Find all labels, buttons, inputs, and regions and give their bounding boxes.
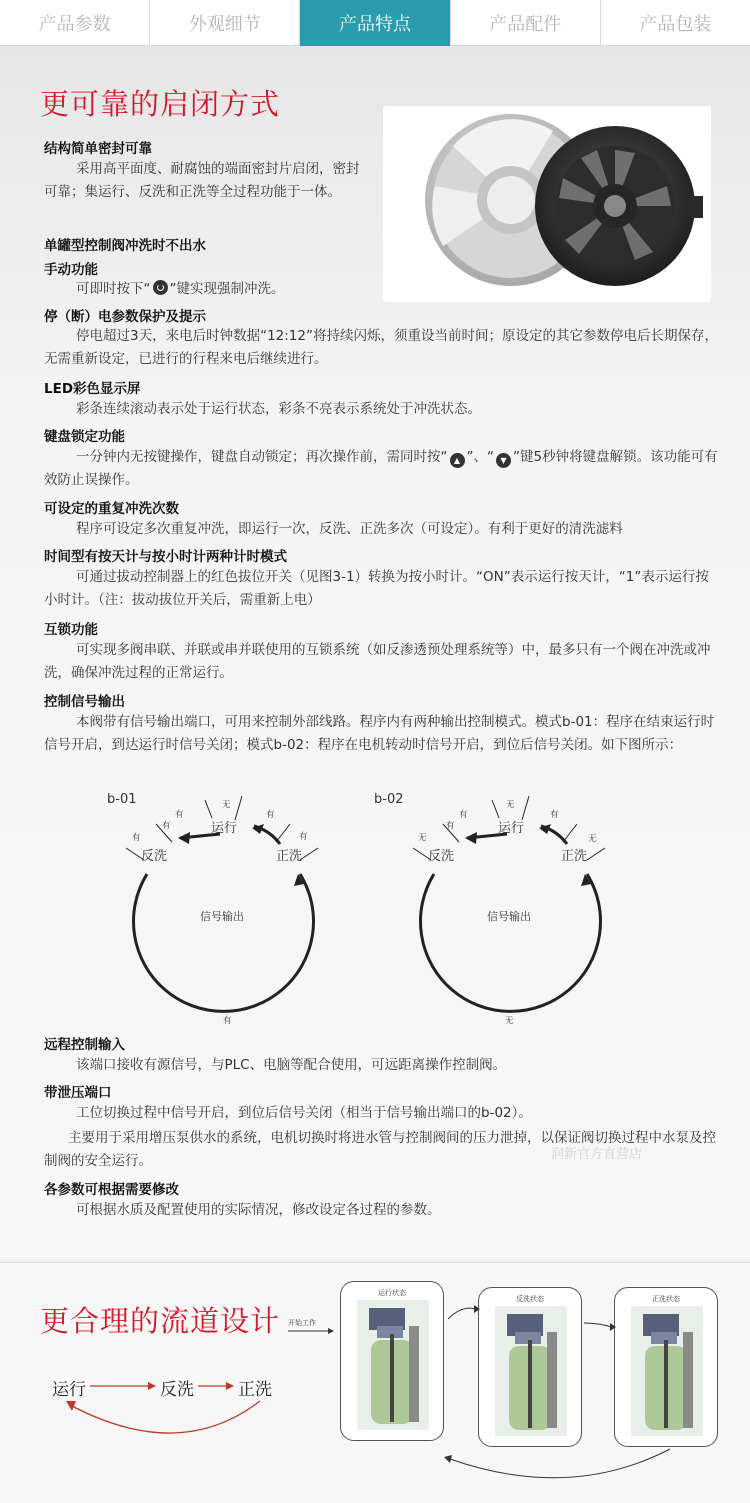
feature-body: 主要用于采用增压泵供水的系统，电机切换时将进水管与控制阀间的压力泄掉，以保证阀切换过程中水泵及控制阀的安全运行。 <box>44 1130 716 1169</box>
feature-heading: 单罐型控制阀冲洗时不出水 <box>44 238 206 254</box>
diagram-mode-label: b-01 <box>107 792 137 807</box>
tab-appearance[interactable]: 外观细节 <box>150 0 300 46</box>
flow-step-backwash: 反洗 <box>160 1380 194 1400</box>
feature-body: 可通过拔动控制器上的红色拔位开关（见图3-1）转换为按小时计。“ON”表示运行按天计，“1”表示运行按小时计。（注：拔动拔位开关后，需重新上电） <box>44 569 709 608</box>
signal-mark: 无 <box>222 800 231 810</box>
feature-heading: 各参数可根据需要修改 <box>44 1182 179 1198</box>
signal-mark: 有 <box>266 810 275 820</box>
feature-body: 程序可设定多次重复冲洗，即运行一次，反洗、正洗多次（可设定）。有利于更好的清洗滤料 <box>76 521 623 537</box>
flow-design-section <box>0 1262 750 1503</box>
state-cycle-arrows <box>340 1263 740 1503</box>
tab-features[interactable]: 产品特点 <box>300 0 450 46</box>
start-arrow <box>286 1327 336 1337</box>
tab-packaging[interactable]: 产品包装 <box>639 14 712 35</box>
store-watermark: 润新官方直营店 <box>551 1147 643 1162</box>
feature-heading: 互锁功能 <box>44 622 98 638</box>
signal-mark: 有 <box>132 833 141 843</box>
state-label: 运行状态 <box>378 1289 406 1297</box>
feature-body: 可实现多阀串联、并联或串并联使用的互锁系统（如反渗透预处理系统等）中，最多只有一个阀在冲洗或冲洗，确保冲洗过程的正常运行。 <box>44 642 711 681</box>
feature-heading: 时间型有按天计与按小时计两种计时模式 <box>44 549 287 565</box>
feature-body: 工位切换过程中信号开启，到位后信号关闭（相当于信号输出端口的b-02）。 <box>76 1105 532 1121</box>
feature-heading: LED彩色显示屏 <box>44 381 141 397</box>
section-title: 更合理的流道设计 <box>40 1304 281 1338</box>
feature-heading: 控制信号输出 <box>44 694 125 710</box>
signal-mark: 有 <box>223 1016 232 1026</box>
feature-heading: 带泄压端口 <box>44 1085 112 1101</box>
tab-accessories[interactable]: 产品配件 <box>451 0 601 46</box>
signal-mark: 有 <box>162 821 171 831</box>
feature-heading: 键盘锁定功能 <box>44 429 125 445</box>
run-label: 运行 <box>498 821 525 836</box>
flow-arrows <box>30 1363 330 1483</box>
signal-mark: 无 <box>505 1016 514 1026</box>
tab-bar <box>0 0 750 46</box>
feature-body: 该端口接收有源信号，与PLC、电脑等配合使用，可远距离操作控制阀。 <box>76 1057 507 1073</box>
start-work-label: 开始工作 <box>288 1319 316 1327</box>
feature-body: 可即时按下“ ”键实现强制冲洗。 <box>76 281 285 297</box>
signal-mark: 有 <box>459 810 468 820</box>
down-key-icon: ▼ <box>496 453 511 468</box>
feature-heading: 结构简单密封可靠 <box>44 141 152 157</box>
rinse-label: 正洗 <box>561 849 588 864</box>
feature-body: 本阀带有信号输出端口，可用来控制外部线路。程序内有两种输出控制模式。模式b-01：程序在结束运行时信号开启，到达运行时信号关闭；模式b-02：程序在电机转动时信号开启，到位后信号关闭。如下图所示： <box>44 714 715 753</box>
signal-output-label: 信号输出 <box>200 910 244 923</box>
tab-product-params[interactable]: 产品参数 <box>0 0 150 46</box>
signal-diagram-b02 <box>372 788 612 1028</box>
feature-body: 采用高平面度、耐腐蚀的端面密封片启闭，密封可靠；集运行、反洗和正洗等全过程功能于一体。 <box>44 161 360 200</box>
flow-step-rinse: 正洗 <box>238 1380 272 1400</box>
flush-key-icon <box>153 280 168 295</box>
run-label: 运行 <box>211 821 238 836</box>
up-key-icon: ▲ <box>450 453 465 468</box>
signal-mark: 有 <box>550 810 559 820</box>
valve-disc-photo <box>383 106 711 302</box>
rinse-label: 正洗 <box>276 849 303 864</box>
feature-body: 停电超过3天，来电后时钟数据“12:12”将持续闪烁，须重设当前时间；原设定的其它参数停电后长期保存，无需重新设定，已进行的行程来电后继续进行。 <box>44 328 718 367</box>
feature-heading: 停（断）电参数保护及提示 <box>44 309 206 325</box>
backwash-label: 反洗 <box>141 849 168 864</box>
feature-heading: 手动功能 <box>44 262 98 278</box>
feature-heading: 可设定的重复冲洗次数 <box>44 501 179 517</box>
section-title: 更可靠的启闭方式 <box>40 87 281 121</box>
signal-diagram-b01 <box>100 788 340 1028</box>
signal-mark: 无 <box>588 834 597 844</box>
feature-body: 一分钟内无按键操作，键盘自动锁定；再次操作前，需同时按“ ▲ ”、“ ▼ ”键5秒钟将键盘解锁。该功能可有效防止误操作。 <box>44 449 718 488</box>
signal-mark: 有 <box>299 832 308 842</box>
flow-step-run: 运行 <box>52 1380 86 1400</box>
signal-mark: 无 <box>418 833 427 843</box>
feature-body: 可根据水质及配置使用的实际情况，修改设定各过程的参数。 <box>76 1202 441 1218</box>
feature-body: 彩条连续滚动表示处于运行状态，彩条不亮表示系统处于冲洗状态。 <box>76 401 481 417</box>
signal-mark: 无 <box>506 800 515 810</box>
signal-output-label: 信号输出 <box>487 910 531 923</box>
signal-mark: 有 <box>175 810 184 820</box>
backwash-label: 反洗 <box>428 849 455 864</box>
feature-heading: 远程控制输入 <box>44 1037 125 1053</box>
state-label: 反洗状态 <box>516 1295 544 1303</box>
diagram-mode-label: b-02 <box>374 792 404 807</box>
signal-mark: 有 <box>446 821 455 831</box>
state-label: 正洗状态 <box>652 1295 680 1303</box>
